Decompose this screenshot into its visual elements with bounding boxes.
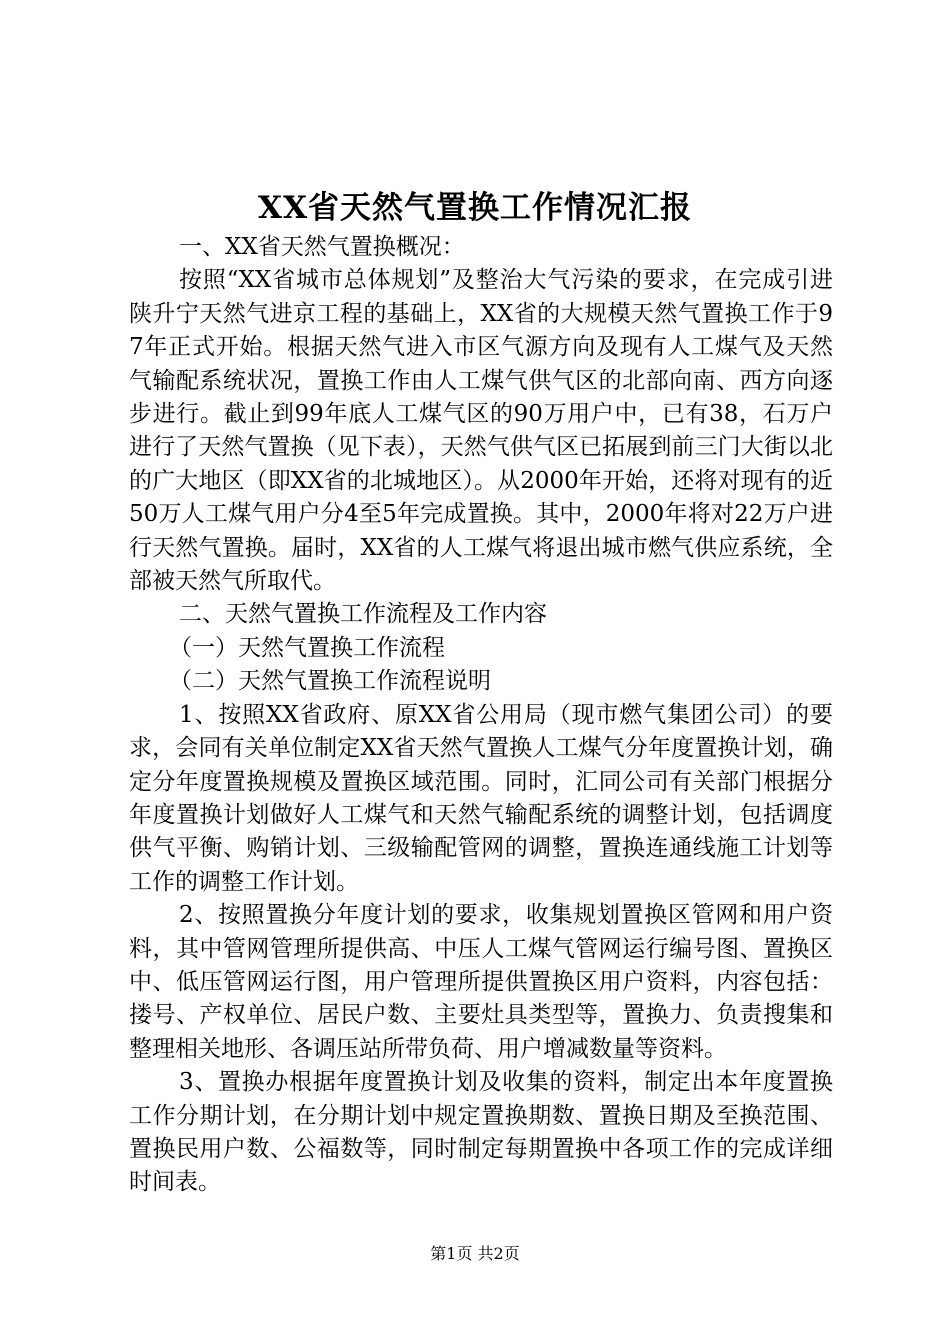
document-body [129, 231, 833, 1200]
document-title: XX省天然气置换工作情况汇报 [257, 190, 693, 226]
paragraph-overview: 按照“XX省城市总体规划”及整治大气污染的要求，在完成引进陕升宁天然气进京工程的基础上，XX省的大规模天然气置换工作于97年正式开始。根据天然气进入市区气源方向及现有人工煤气及天然气输配系统状况，置换工作由人工煤气供气区的北部向南、西方向逐步进行。截止到99年底人工煤气区的90万用户中，已有38，石万户进行了天然气置换（见下表），天然气供气区已拓展到前三门大街以北的广大地区（即XX省的北城地区）。从2000年开始，还将对现有的近50万人工煤气用户分4至5年完成置换。其中，2000年将对22万户进行天然气置换。届时，XX省的人工煤气将退出城市燃气供应系统，全部被天然气所取代。 [129, 267, 833, 595]
subsection-heading-workflow: （一）天然气置换工作流程 [169, 634, 445, 661]
section-heading-workflow: 二、天然气置换工作流程及工作内容 [179, 601, 547, 628]
paragraph-item-3: 3、置换办根据年度置换计划及收集的资料，制定出本年度置换工作分期计划，在分期计划中规定置换期数、置换日期及至换范围、置换民用户数、公福数等，同时制定每期置换中各项工作的完成详细时间表。 [129, 1069, 833, 1196]
subsection-heading-workflow-notes: （二）天然气置换工作流程说明 [169, 668, 491, 695]
paragraph-item-1: 1、按照XX省政府、原XX省公用局（现市燃气集团公司）的要求，会同有关单位制定XX省天然气置换人工煤气分年度置换计划，确定分年度置换规模及置换区域范围。同时，汇同公司有关部门根据分年度置换计划做好人工煤气和天然气输配系统的调整计划，包括调度供气平衡、购销计划、三级输配管网的调整，置换连通线施工计划等工作的调整工作计划。 [129, 701, 833, 895]
page-number-footer: 第1页 共2页 [430, 1244, 520, 1263]
paragraph-item-2: 2、按照置换分年度计划的要求，收集规划置换区管网和用户资料，其中管网管理所提供高、中压人工煤气管网运行编号图、置换区中、低压管网运行图，用户管理所提供置换区用户资料，内容包括：搂号、产权单位、居民户数、主要灶具类型等，置换力、负责搜集和整理相关地形、各调压站所带负荷、用户增减数量等资料。 [129, 902, 833, 1062]
section-heading-overview: 一、XX省天然气置换概况： [179, 234, 465, 260]
